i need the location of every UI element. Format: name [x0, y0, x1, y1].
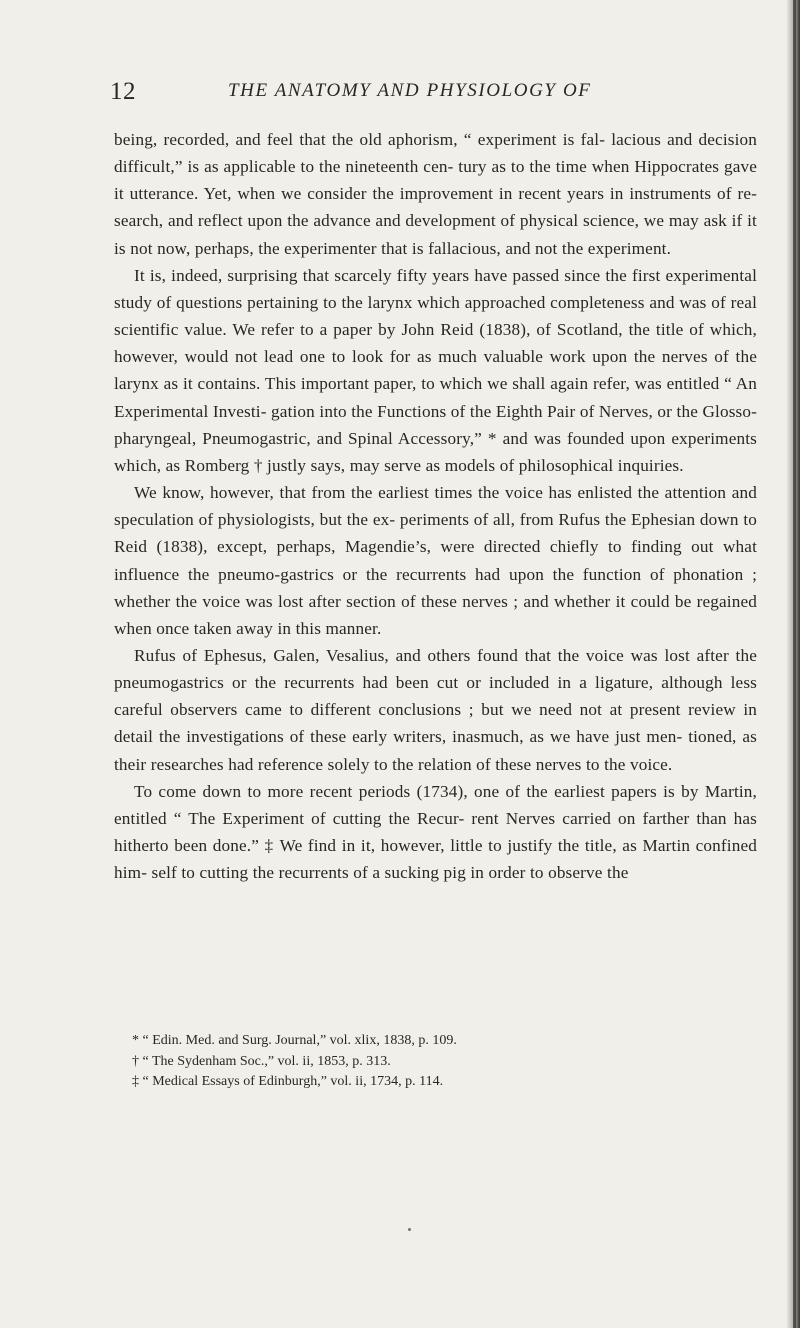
page-edge-shadow [786, 0, 800, 1328]
footnotes [132, 1031, 752, 1093]
page-header [110, 78, 750, 114]
paragraph-3: We know, however, that from the earliest times the voice has enlisted the attention and speculation of physiologists, but the ex- periments of all, from Rufus the Ephesian down to Reid (1838), except, perhaps, Magendie’s, were directed chiefly to finding out what influence the pneumo-gastrics or the recurrents had upon the function of phonation ; whether the voice was lost after section of these nerves ; and whether it could be regained when once taken away in this manner. [114, 483, 757, 638]
paper-speck [408, 1228, 411, 1231]
footnote-2: † “ The Sydenham Soc.,” vol. ii, 1853, p. 313. [132, 1053, 391, 1069]
running-title: THE ANATOMY AND PHYSIOLOGY OF [228, 80, 592, 101]
paragraph-5: To come down to more recent periods (1734), one of the earliest papers is by Martin, entitled “ The Experiment of cutting the Recur- rent Nerves carried on farther than has hitherto been done.” ‡ We find in it, however, little to justify the title, as Martin confined him- self to cutting the recurrents of a sucking pig in order to observe the [114, 781, 757, 883]
paragraph-1: being, recorded, and feel that the old aphorism, “ experiment is fal- lacious and decision difficult,” is as applicable to the nineteenth cen- tury as to the time when Hippocrates gave it utterance. Yet, when we consider the improvement in recent years in instruments of re- search, and reflect upon the advance and development of physical science, we may ask if it is not now, perhaps, the experimenter that is fallacious, and not the experiment. [114, 130, 757, 258]
page-number: 12 [110, 78, 136, 105]
paragraph-2: It is, indeed, surprising that scarcely fifty years have passed since the first experimental study of questions pertaining to the larynx which approached completeness and was of real scientific value. We refer to a paper by John Reid (1838), of Scotland, the title of which, however, would not lead one to look for as much valuable work upon the nerves of the larynx as it contains. This important paper, to which we shall again refer, was entitled “ An Experimental Investi- gation into the Functions of the Eighth Pair of Nerves, or the Glosso-pharyngeal, Pneumogastric, and Spinal Accessory,” * and was founded upon experiments which, as Romberg † justly says, may serve as models of philosophical inquiries. [114, 265, 757, 475]
footnote-3: ‡ “ Medical Essays of Edinburgh,” vol. ii, 1734, p. 114. [132, 1074, 444, 1089]
body-text [114, 126, 757, 886]
footnote-1: * “ Edin. Med. and Surg. Journal,” vol. xlix, 1838, p. 109. [132, 1033, 457, 1048]
paragraph-4: Rufus of Ephesus, Galen, Vesalius, and others found that the voice was lost after the pneumogastrics or the recurrents had been cut or included in a ligature, although less careful observers came to different conclusions ; but we need not at present review in detail the investigations of these early writers, inasmuch, as we have just men- tioned, as their researches had reference solely to the relation of these nerves to the voice. [114, 645, 757, 774]
